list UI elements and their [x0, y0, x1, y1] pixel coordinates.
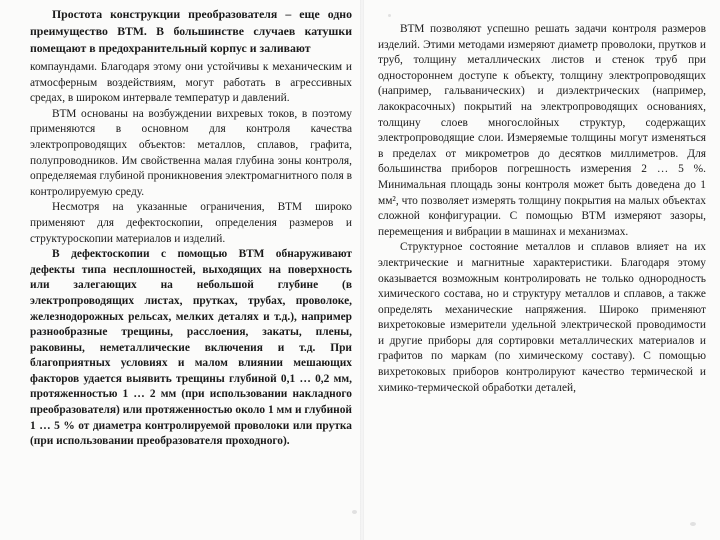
left-paragraph-3: ВТМ основаны на возбуждении вихревых токов, в поэтому применяются в основном для контроля качества электропроводящих объектов: металлов, сплавов, графита, полупроводников. Им свойственна малая глубина зоны контроля, определяемая глубиной проникновения электромагнитного поля в контролируемую среду.: [30, 107, 352, 198]
left-page-text: [30, 6, 352, 450]
right-page-text: [378, 22, 706, 396]
left-paragraph-4: Несмотря на указанные ограничения, ВТМ широко применяют для дефектоскопии, определения размеров и структуроскопии материалов и изделий.: [30, 201, 352, 245]
left-paragraph-1: Простота конструкции преобразователя – еще одно преимущество ВТМ. В большинстве случаев катушки помещают в предохранительный корпус и заливают: [30, 7, 352, 55]
scan-speck: [388, 14, 391, 17]
right-paragraph-2: Структурное состояние металлов и сплавов влияет на их электрические и магнитные характеристики. Благодаря этому оказывается возможным контролировать не только однородность химического состава, но и структуру металлов и сплавов, а также определять механические напряжения. Широко применяют вихретоковые измерители удельной электрической проводимости и другие приборы для сортировки металлических материалов и графитов по маркам (по химическому составу). С помощью вихретоковых приборов контролируют качество термической и химико-термической обработки деталей,: [378, 241, 706, 394]
left-paragraph-2: компаундами. Благодаря этому они устойчивы к механическим и атмосферным воздействиям, могут работать в агрессивных средах, в широком интервале температур и давлений.: [30, 61, 352, 105]
right-page: [362, 0, 720, 540]
right-paragraph-1: ВТМ позволяют успешно решать задачи контроля размеров изделий. Этими методами измеряют диаметр проволоки, прутков и труб, толщину металлических листов и стенок труб при одностороннем доступе к объекту, толщину электропроводящих (например, гальванических) и диэлектрических (например, лакокрасочных) покрытий на электропроводящих основаниях, толщину слоев многослойных структур, содержащих электропроводящие слои. Измеряемые толщины могут изменяться в пределах от микрометров до десятков миллиметров. Для большинства приборов погрешность измерения 2 … 5 %. Минимальная площадь зоны контроля может быть доведена до 1 мм², что позволяет измерять толщину покрытия на малых объектах сложной конфигурации. С помощью ВТМ измеряют зазоры, перемещения и вибрации в машинах и механизмах.: [378, 23, 706, 238]
left-paragraph-5: В дефектоскопии с помощью ВТМ обнаруживают дефекты типа несплошностей, выходящих на поверхность или залегающих на небольшой глубине (в электропроводящих листах, прутках, трубах, проволоке, железнодорожных рельсах, мелких деталях и т.д.), например разнообразные трещины, расслоения, закаты, плены, раковины, неметаллические включения и т.д. При благоприятных условиях и малом влиянии мешающих факторов удается выявить трещины глубиной 0,1 … 0,2 мм, протяженностью 1 … 2 мм (при использовании накладного преобразователя) или протяженностью около 1 мм и глубиной 1 … 5 % от диаметра контролируемой проволоки или прутка (при использовании преобразователя проходного).: [30, 248, 352, 448]
scan-speck: [352, 510, 357, 514]
scan-speck: [690, 522, 696, 526]
